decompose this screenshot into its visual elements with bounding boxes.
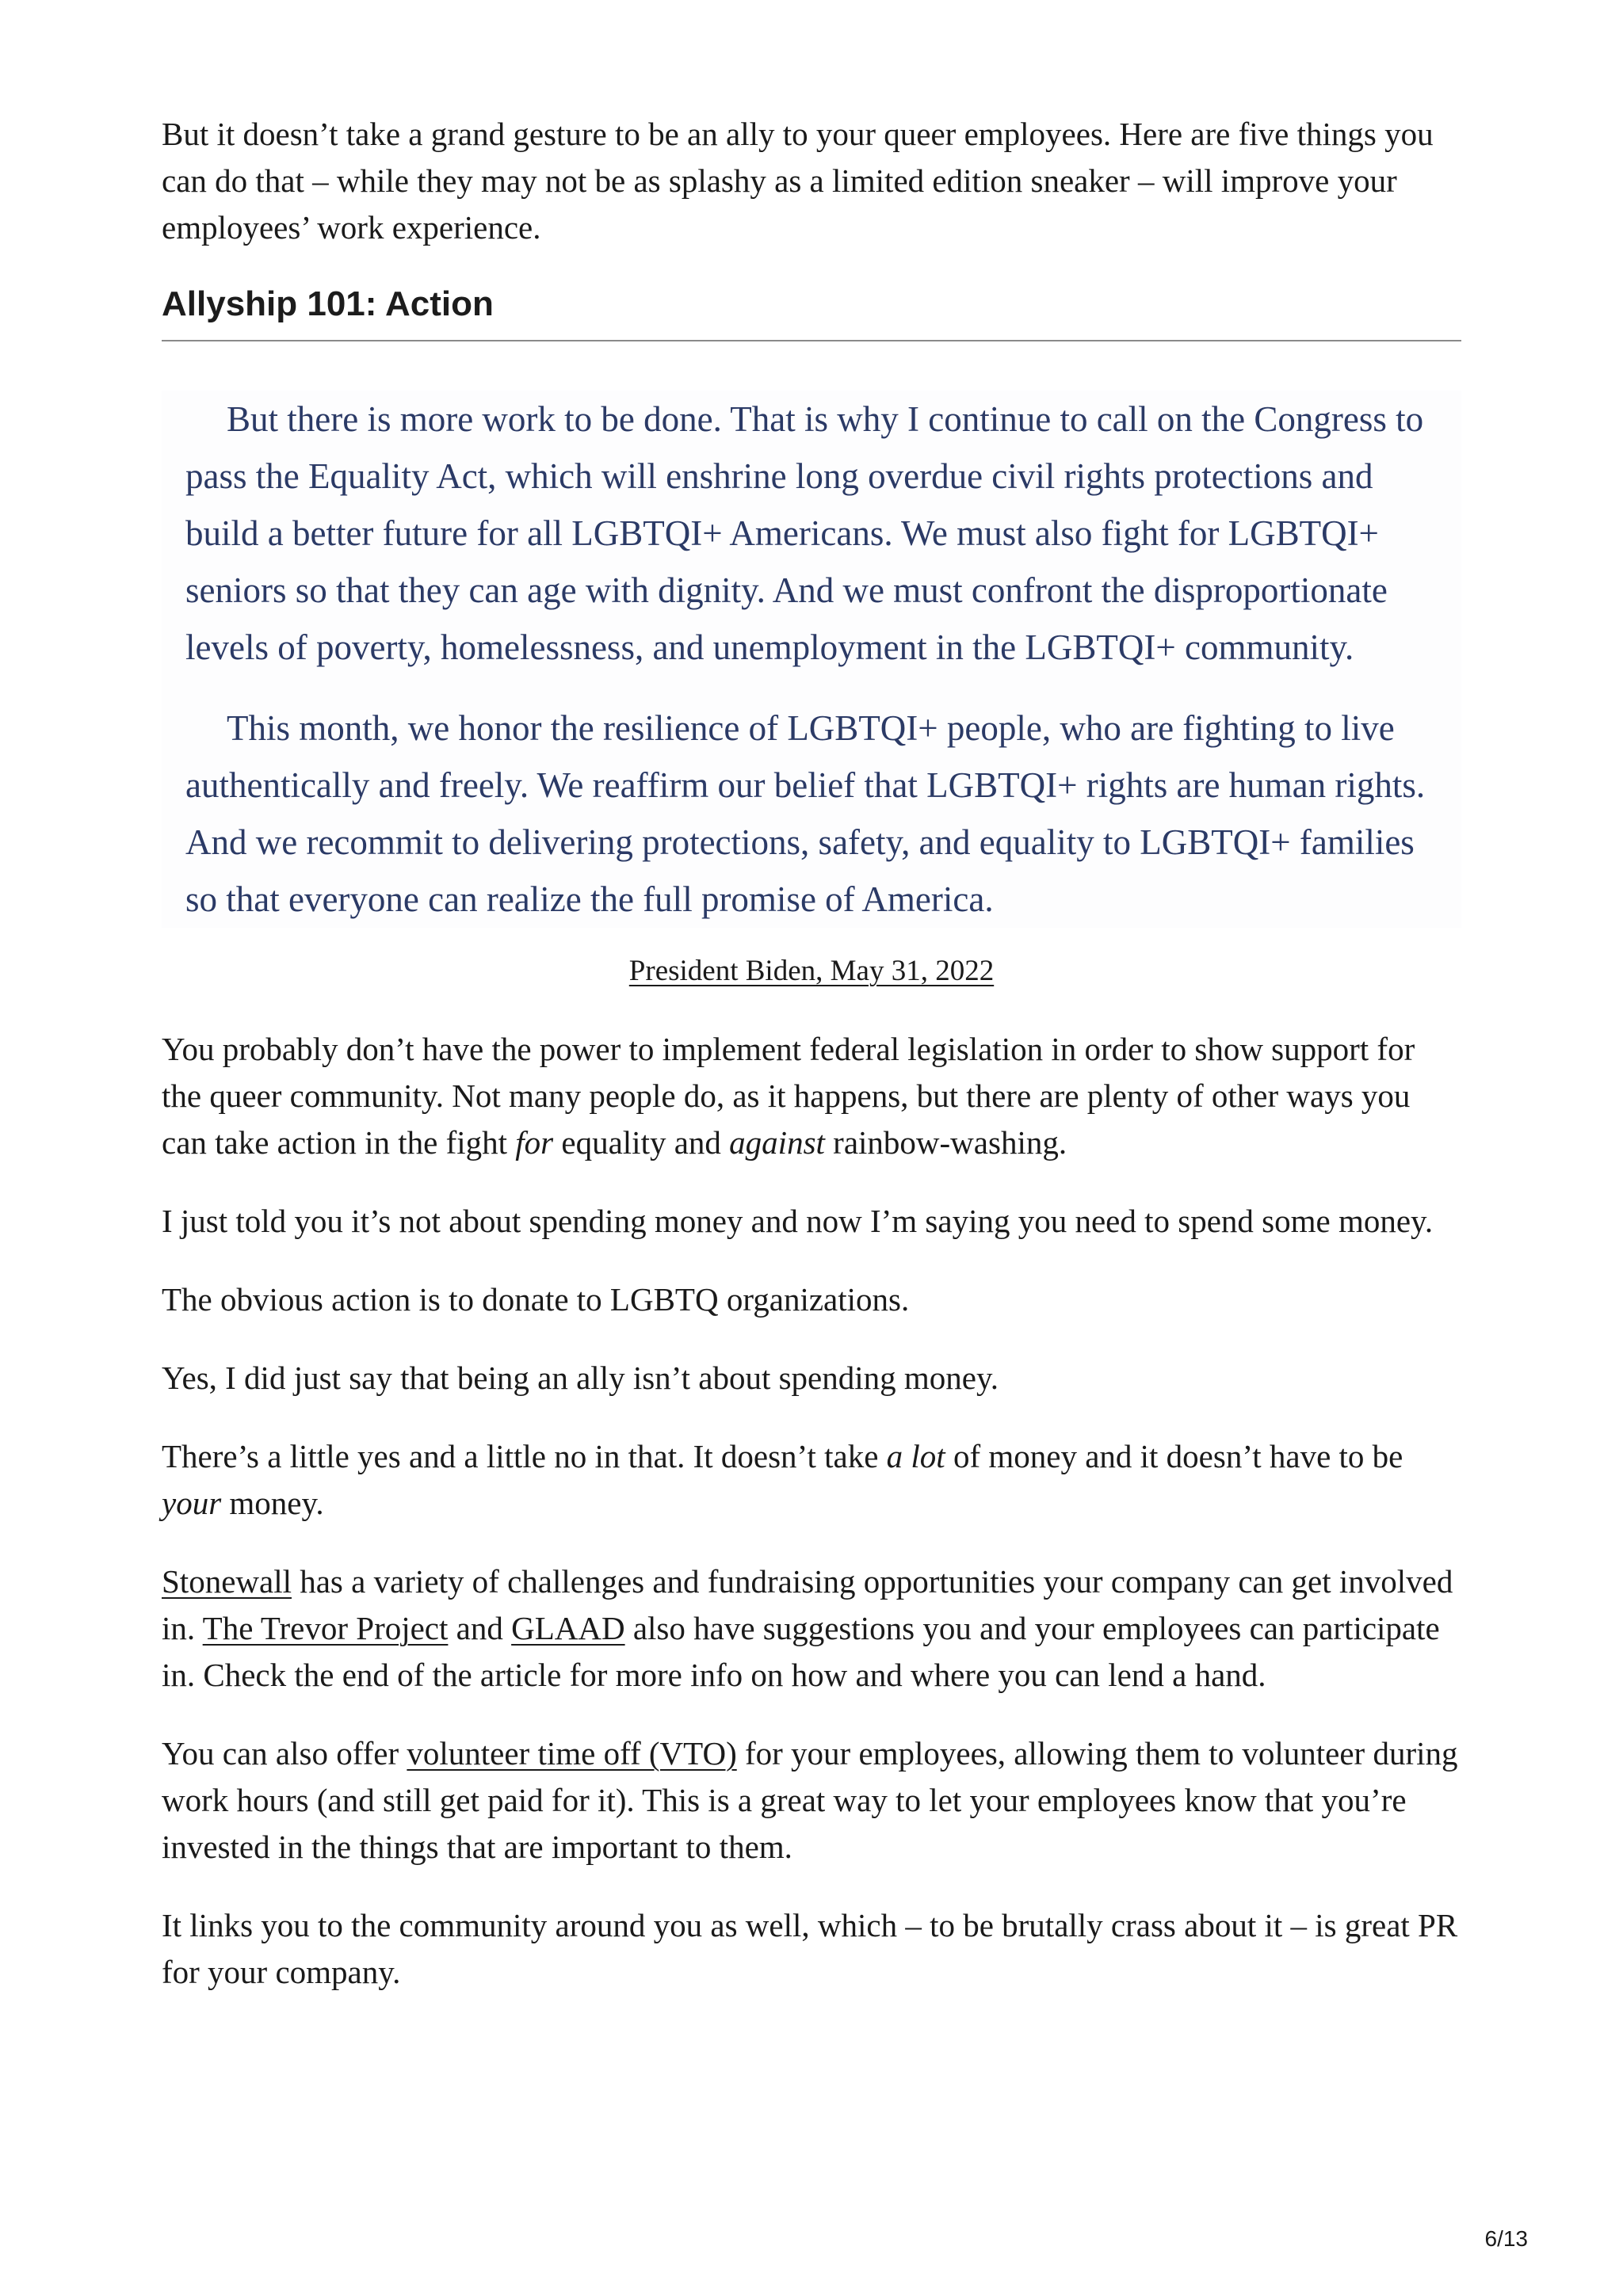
page-number: 6/13 (1484, 2226, 1528, 2251)
p7-text-a: You can also offer (162, 1735, 407, 1772)
p8-text: It links you to the community around you as well, which – to be brutally crass about it – is great PR for your company. (162, 1907, 1458, 1990)
p1-text-b: equality and (553, 1124, 730, 1161)
paragraph-take-action (162, 1026, 1461, 1166)
paragraph-community (162, 1902, 1461, 1996)
glaad-link[interactable]: GLAAD (511, 1610, 625, 1646)
p1-em-against: against (729, 1124, 825, 1161)
p7-text-b: for your employees, allowing them to volunteer during work hours (and still get paid for it). This is a great way to let your employees know that you’re invested in the things that are important to them. (162, 1735, 1458, 1865)
vto-link[interactable]: volunteer time off (VTO) (407, 1735, 737, 1772)
p5-text-c: money. (221, 1485, 324, 1521)
quote-paragraph-1: But there is more work to be done. That is why I continue to call on the Congress to pass the Equality Act, which will enshrine long overdue civil rights protections and build a better future for all LGBTQI+ Americans. We must also fight for LGBTQI+ seniors so that they can age with dignity. And we must confront the disproportionate levels of poverty, homelessness, and unemployment in the LGBTQI+ community. (185, 399, 1424, 667)
section-heading: Allyship 101: Action (162, 284, 494, 323)
paragraph-yes-and-no (162, 1433, 1461, 1527)
p5-em-a-lot: a lot (886, 1438, 945, 1474)
p6-text-b: and (448, 1610, 512, 1646)
p1-text-a: You probably don’t have the power to implement federal legislation in order to show support for the queer community. Not many people do, as it happens, but there are plenty of other ways you can take action in the fight (162, 1031, 1415, 1161)
quote-source-link[interactable]: President Biden, May 31, 2022 (628, 955, 995, 987)
paragraph-organizations (162, 1558, 1461, 1699)
quote-paragraph-2: This month, we honor the resilience of LGBTQI+ people, who are fighting to live authentically and freely. We reaffirm our belief that LGBTQI+ rights are human rights. And we recommit to delivering protections, safety, and equality to LGBTQI+ families so that everyone can realize the full promise of America. (185, 708, 1426, 919)
article-page (162, 111, 1461, 2027)
intro-paragraph (162, 111, 1461, 251)
p5-em-your: your (162, 1485, 222, 1521)
paragraph-vto (162, 1730, 1461, 1871)
p4-text: Yes, I did just say that being an ally isn’t about spending money. (162, 1360, 999, 1396)
intro-text: But it doesn’t take a grand gesture to be an ally to your queer employees. Here are five things you can do that – while they may not be as splashy as a limited edition sneaker – will improve your employees’ work experience. (162, 116, 1434, 246)
heading-divider (162, 340, 1461, 341)
p1-em-for: for (515, 1124, 554, 1161)
p1-text-c: rainbow-washing. (824, 1124, 1067, 1161)
p2-text: I just told you it’s not about spending money and now I’m saying you need to spend some money. (162, 1203, 1434, 1239)
p6-text-a: has a variety of challenges and fundraising opportunities your company can get involved in. (162, 1563, 1453, 1646)
paragraph-yes (162, 1355, 1461, 1402)
paragraph-spend-money (162, 1198, 1461, 1245)
p5-text-a: There’s a little yes and a little no in that. It doesn’t take (162, 1438, 887, 1474)
p3-text: The obvious action is to donate to LGBTQ organizations. (162, 1281, 910, 1318)
quote-caption (162, 952, 1461, 991)
stonewall-link[interactable]: Stonewall (162, 1563, 292, 1600)
quote-image (162, 391, 1461, 928)
trevor-project-link[interactable]: The Trevor Project (202, 1610, 449, 1646)
paragraph-donate (162, 1276, 1461, 1323)
p6-text-c: also have suggestions you and your employees can participate in. Check the end of the article for more info on how and where you can lend a hand. (162, 1610, 1440, 1693)
p5-text-b: of money and it doesn’t have to be (945, 1438, 1403, 1474)
